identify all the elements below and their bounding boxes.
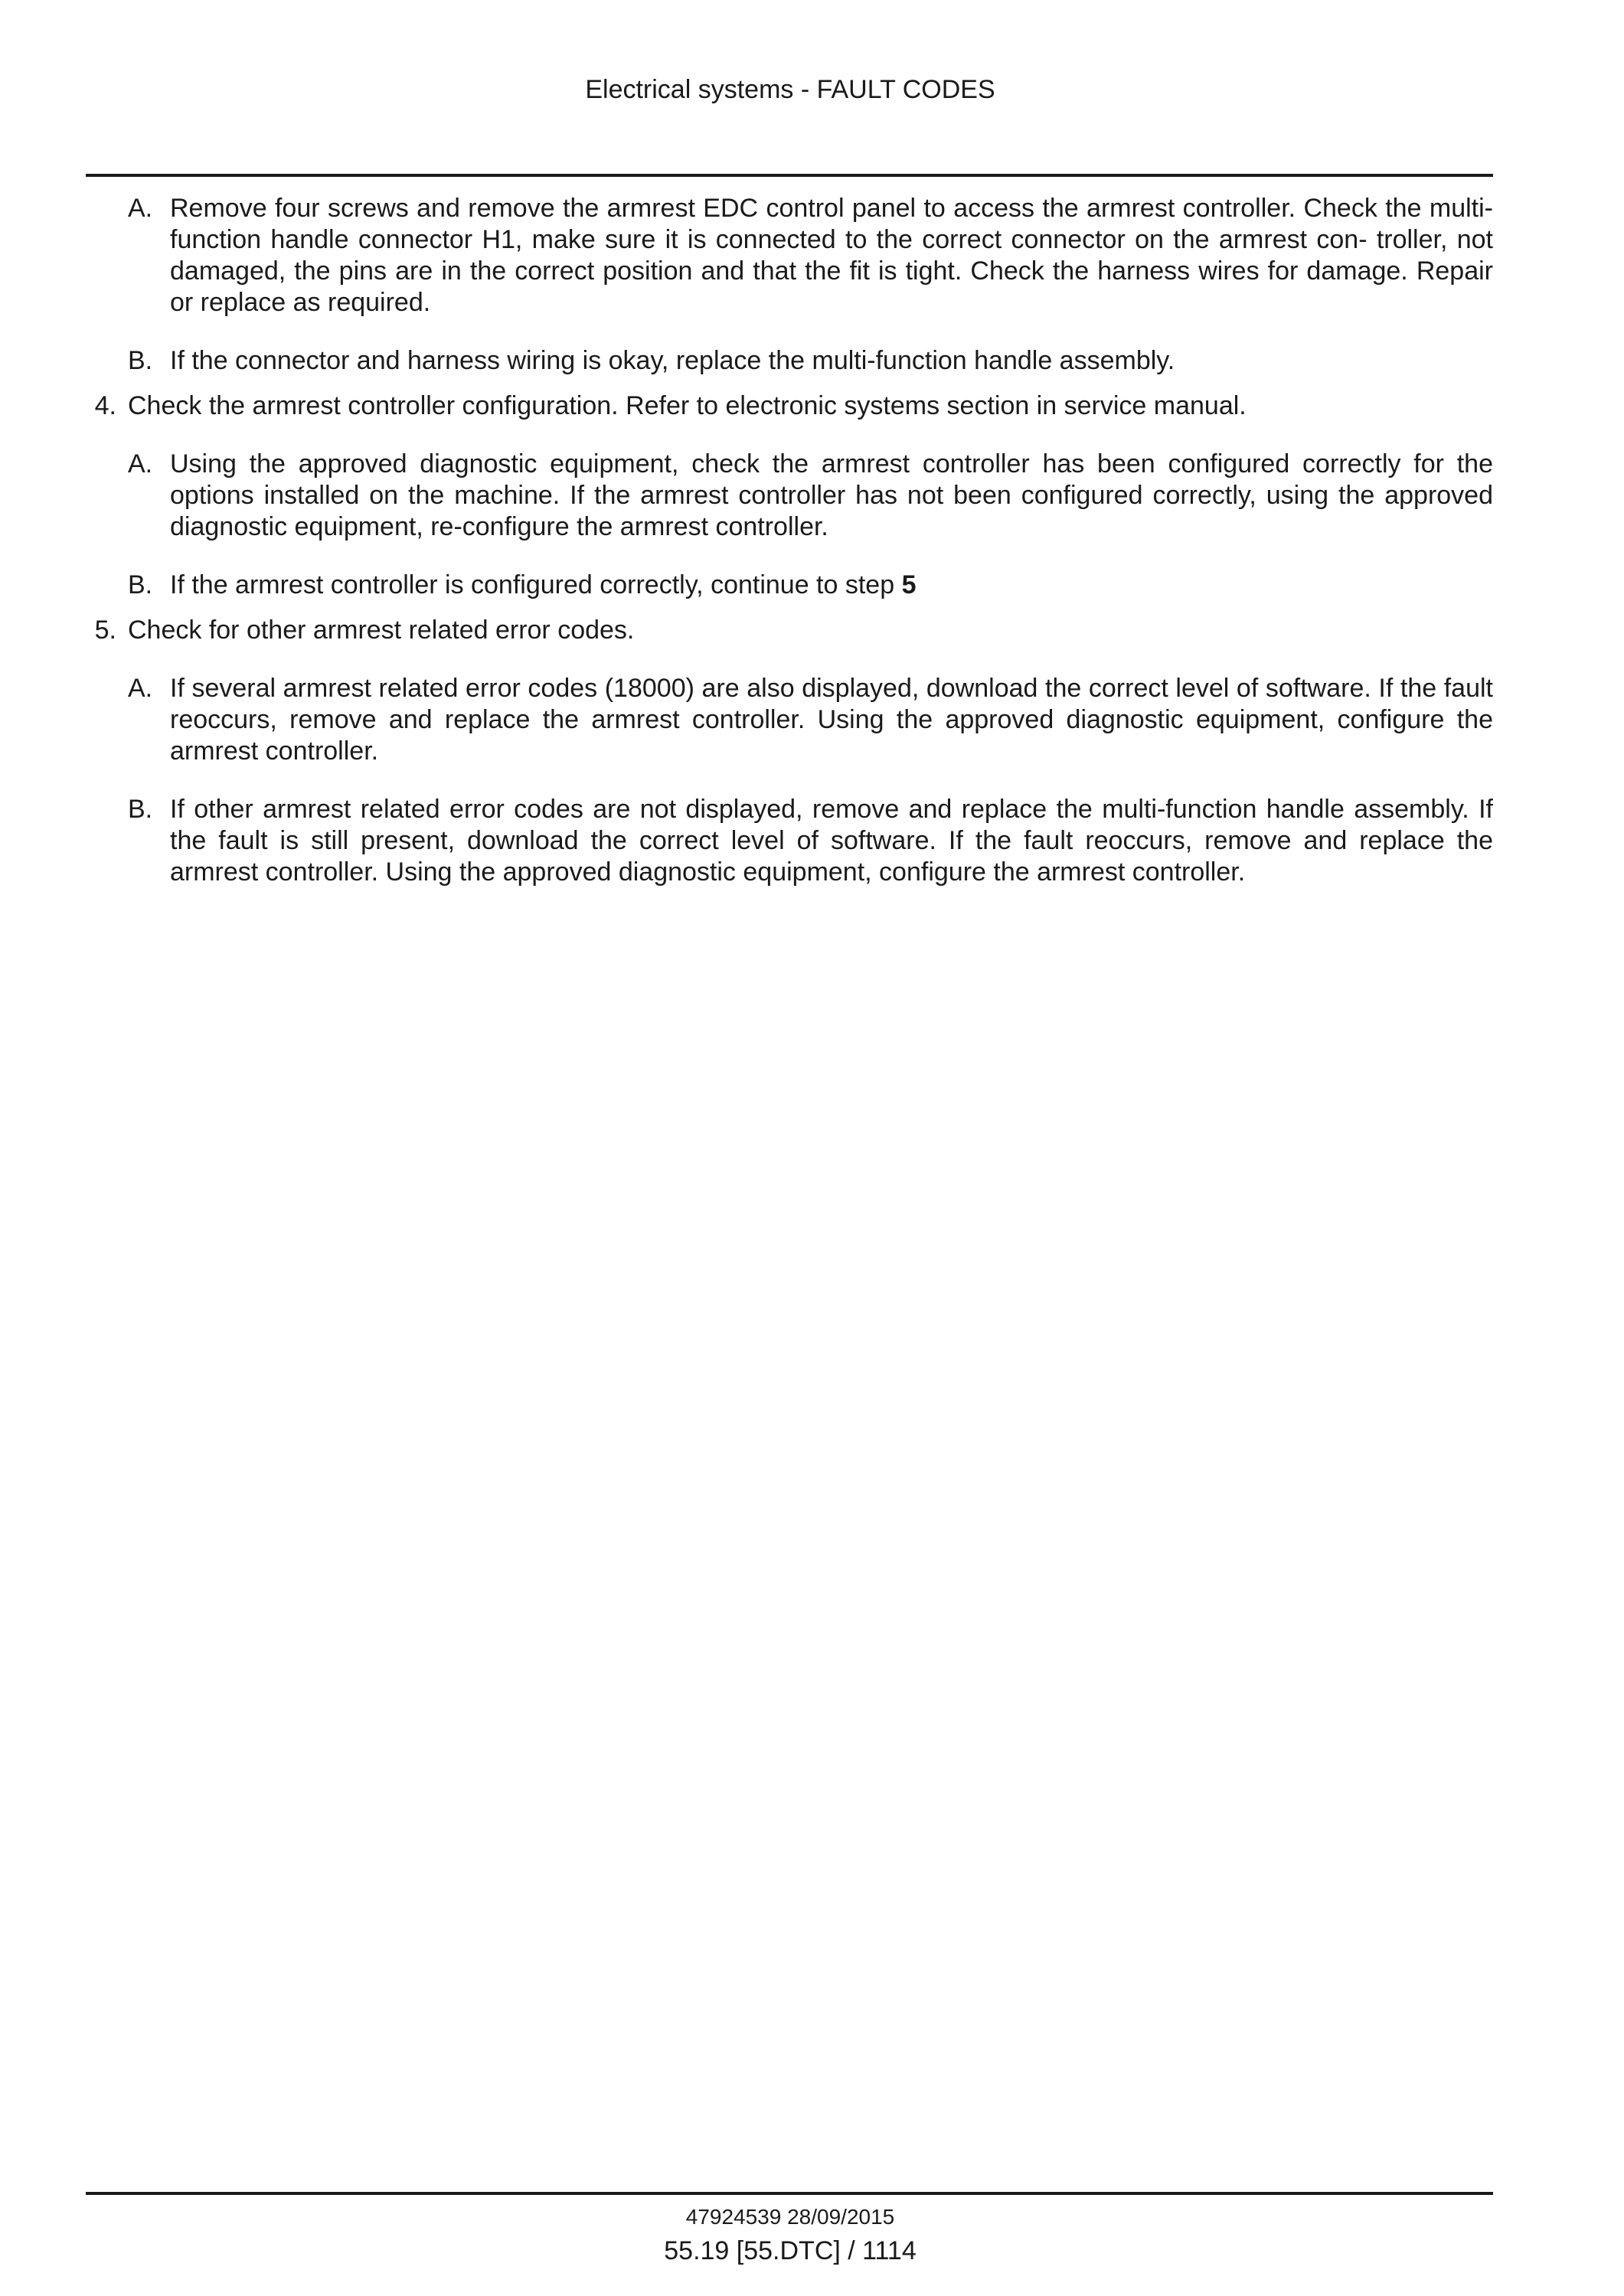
substep-text: Remove four screws and remove the armrest EDC control panel to access the armrest controller. Check the multi-function handle connector H1, make sure it is connected to the correct connector on the armrest con- troller, not damaged, the pins are in the correct position and that the fit is tight. Check the harness wires for damage. Repair or replace as required. <box>170 194 1493 317</box>
footer-divider <box>86 2192 1493 2195</box>
step-5-substep-b <box>86 794 1493 888</box>
substep-text: Using the approved diagnostic equipment, check the armrest controller has been configured correctly for the options installed on the machine. If the armrest controller has not been configured correctly, using the approved diagnostic equipment, re-configure the armrest controller. <box>170 449 1493 541</box>
page-header-title: Electrical systems - FAULT CODES <box>585 75 995 104</box>
footer-document-info: 47924539 28/09/2015 <box>685 2205 895 2229</box>
footer-page-reference: 55.19 [55.DTC] / 1114 <box>664 2236 917 2265</box>
step-number: 5. <box>94 616 116 645</box>
substep-marker: A. <box>128 449 153 478</box>
step-4 <box>86 390 1493 422</box>
substep-text: If several armrest related error codes (18000) are also displayed, download the correct level of software. If the fault reoccurs, remove and replace the armrest controller. Using the approved diagnostic equipment, configure the armrest controller. <box>170 674 1493 766</box>
substep-marker: A. <box>128 674 153 703</box>
substep-text: If other armrest related error codes are not displayed, remove and replace the multi-function handle assembly. If the fault is still present, download the correct level of software. If the fault reoccurs, remove and replace the armrest controller. Using the approved diagnostic equipment, configure the armrest controller. <box>170 795 1493 887</box>
step-4-substep-a <box>86 449 1493 543</box>
substep-marker: B. <box>128 346 153 375</box>
step-text: Check the armrest controller configuration. Refer to electronic systems section in service manual. <box>128 391 1247 420</box>
substep-marker: B. <box>128 795 153 824</box>
header-divider <box>86 174 1493 177</box>
step-text: Check for other armrest related error codes. <box>128 616 635 645</box>
substep-marker: B. <box>128 570 153 599</box>
substep-text: If the connector and harness wiring is okay, replace the multi-function handle assembly. <box>170 346 1175 375</box>
step-5-substep-a <box>86 673 1493 767</box>
step-reference: 5 <box>901 570 917 599</box>
step-5 <box>86 615 1493 646</box>
step-3-substep-a <box>86 193 1493 318</box>
substep-text: If the armrest controller is configured correctly, continue to step <box>170 570 902 599</box>
step-4-substep-b <box>86 570 1493 601</box>
step-number: 4. <box>94 391 116 420</box>
substep-marker: A. <box>128 194 153 223</box>
step-3-substep-b <box>86 345 1493 377</box>
procedure-content <box>86 193 1493 888</box>
